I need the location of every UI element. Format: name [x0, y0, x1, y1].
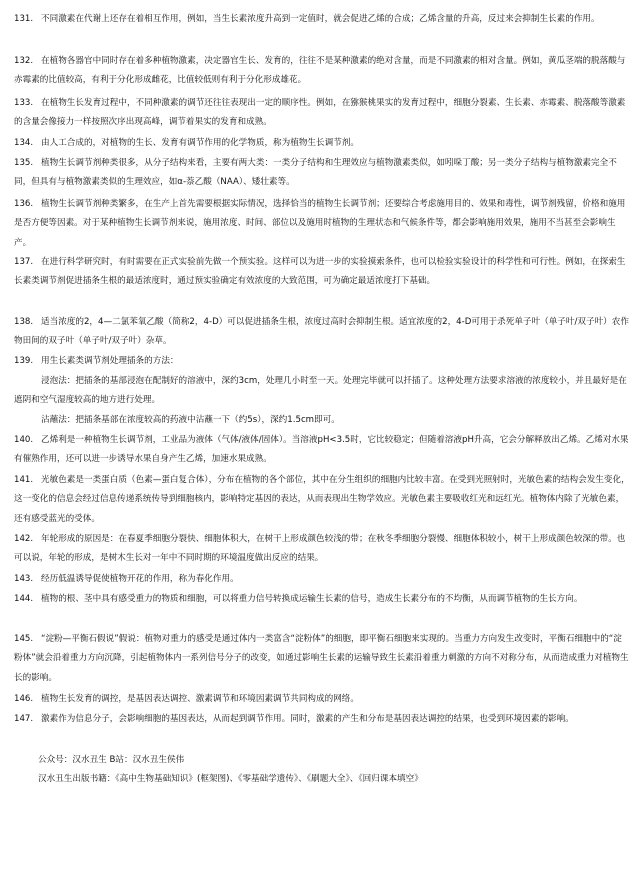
item-132 [14, 52, 630, 91]
item-134 [14, 134, 630, 153]
item-text: 在植物生长发育过程中，不同种激素的调节还往往表现出一定的顺序性。例如，在猕猴桃果实的发育过程中，细胞分裂素、生长素、赤霉素、脱落酸等激素的含量会像接力一样按照次序出现高峰，调节着果实的发育和成熟。 [14, 98, 626, 128]
item-text: “淀粉—平衡石假说”假说：植物对重力的感受是通过体内一类富含“淀粉体”的细胞，即平衡石细胞来实现的。当重力方向发生改变时，平衡石细胞中的“淀粉体”就会沿着重力方向沉降，引起植物体内一系列信号分子的改变，如通过影响生长素的运输导致生长素沿着重力刺激的方向不对称分布，从而造成重力对植物生长的影响。 [14, 634, 629, 683]
item-text: 沾蘸法：把插条基部在浓度较高的药液中沾蘸一下（约5s），深约1.5cm即可。 [41, 415, 340, 425]
item-number: 143. [14, 574, 34, 584]
item-143 [14, 570, 630, 589]
item-141 [14, 471, 630, 529]
item-number: 144. [14, 594, 34, 604]
item-142 [14, 530, 630, 569]
item-number: 131. [14, 14, 34, 24]
item-number: 142. [14, 534, 34, 544]
item-139 [14, 352, 630, 371]
item-text: 浸泡法：把插条的基部浸泡在配制好的溶液中，深约3cm，处理几小时至一天。处理完毕就可以扦插了。这种处理方法要求溶液的浓度较小，并且最好是在遮阴和空气湿度较高的地方进行处理。 [14, 376, 627, 406]
item-147 [14, 710, 630, 729]
item-139-soak [14, 372, 630, 411]
item-number: 138. [14, 317, 34, 327]
item-text: 适当浓度的2，4—二氯苯氧乙酸（简称2，4-D）可以促进插条生根，浓度过高时会抑制生根。适宜浓度的2，4-D可用于杀死单子叶（单子叶/双子叶）农作物田间的双子叶（单子叶/双子叶）杂草。 [14, 317, 629, 347]
item-text: 在植物各器官中同时存在着多种植物激素，决定器官生长、发育的，往往不是某种激素的绝对含量，而是不同激素的相对含量。例如，黄瓜茎端的脱落酸与赤霉素的比值较高，有利于分化形成雌花，比值较低则有利于分化形成雄花。 [14, 56, 626, 86]
item-text: 在进行科学研究时，有时需要在正式实验前先做一个预实验。这样可以为进一步的实验摸索条件，也可以检验实验设计的科学性和可行性。例如，在探索生长素类调节剂促进插条生根的最适浓度时，通过预实验确定有效浓度的大致范围，可为确定最适浓度打下基础。 [14, 257, 626, 287]
item-138 [14, 313, 630, 352]
item-number: 133. [14, 98, 34, 108]
item-131 [14, 10, 630, 29]
item-text: 用生长素类调节剂处理插条的方法： [41, 356, 179, 366]
item-133 [14, 94, 630, 133]
item-number: 137. [14, 257, 34, 267]
item-137 [14, 253, 630, 292]
item-text: 年轮形成的原因是：在春夏季细胞分裂快、细胞体积大，在树干上形成颜色较浅的带；在秋冬季细胞分裂慢、细胞体积较小，树干上形成颜色较深的带。也可以说，年轮的形成，是树木生长对一年中不同时期的环境温度做出反应的结果。 [14, 534, 626, 564]
item-text: 由人工合成的，对植物的生长、发育有调节作用的化学物质，称为植物生长调节剂。 [41, 138, 359, 148]
item-text: 光敏色素是一类蛋白质（色素—蛋白复合体），分布在植物的各个部位，其中在分生组织的细胞内比较丰富。在受到光照射时，光敏色素的结构会发生变化，这一变化的信息会经过信息传递系统传导到细胞核内，影响特定基因的表达，从而表现出生物学效应。光敏色素主要吸收红光和远红光。植物体内除了光敏色素，还有感受蓝光的受体。 [14, 475, 630, 524]
item-text: 植物生长发育的调控，是基因表达调控、激素调节和环境因素调节共同构成的网络。 [41, 694, 359, 704]
item-number: 134. [14, 138, 34, 148]
footer-books: 汉水丑生出版书籍：《高中生物基础知识》(框架图)、《零基础学遗传》、《刷题大全》、《回归课本填空》 [38, 774, 423, 784]
item-text: 经历低温诱导促使植物开花的作用，称为春化作用。 [41, 574, 239, 584]
item-number: 132. [14, 56, 34, 66]
item-number: 141. [14, 475, 34, 485]
item-number: 139. [14, 356, 34, 366]
item-number: 147. [14, 714, 34, 724]
item-number: 136. [14, 199, 34, 209]
item-135 [14, 154, 630, 193]
item-number: 140. [14, 435, 34, 445]
item-text: 植物的根、茎中具有感受重力的物质和细胞，可以将重力信号转换成运输生长素的信号，造成生长素分布的不均衡，从而调节植物的生长方向。 [41, 594, 583, 604]
item-136 [14, 195, 630, 253]
footer-contact: 公众号：汉水丑生 B站：汉水丑生侯伟 [38, 755, 185, 765]
item-144 [14, 590, 630, 609]
item-text: 植物生长调节剂种类很多，从分子结构来看，主要有两大类：一类分子结构和生理效应与植物激素类似，如吲哚丁酸；另一类分子结构与植物激素完全不同，但具有与植物激素类似的生理效应，如α-萘乙酸（NAA）、矮壮素等。 [14, 158, 617, 188]
item-140 [14, 431, 630, 470]
item-number: 145. [14, 634, 34, 644]
item-text: 不同激素在代谢上还存在着相互作用，例如，当生长素浓度升高到一定值时，就会促进乙烯的合成；乙烯含量的升高，反过来会抑制生长素的作用。 [41, 14, 600, 24]
item-text: 乙烯利是一种植物生长调节剂，工业品为液体（气体/液体/固体）。当溶液pH<3.5时，它比较稳定；但随着溶液pH升高，它会分解释放出乙烯。乙烯对水果有催熟作用，还可以进一步诱导水果自身产生乙烯，加速水果成熟。 [14, 435, 629, 465]
item-text: 植物生长调节剂种类繁多，在生产上首先需要根据实际情况，选择恰当的植物生长调节剂；还要综合考虑施用目的、效果和毒性，调节剂残留，价格和施用是否方便等因素。对于某种植物生长调节剂来说，施用浓度、时间、部位以及施用时植物的生理状态和气候条件等，都会影响施用效果，施用不当甚至会影响生产。 [14, 199, 626, 248]
item-number: 135. [14, 158, 34, 168]
item-number: 146. [14, 694, 34, 704]
item-139-dip [14, 411, 630, 430]
item-146 [14, 690, 630, 709]
item-text: 激素作为信息分子，会影响细胞的基因表达，从而起到调节作用。同时，激素的产生和分布是基因表达调控的结果，也受到环境因素的影响。 [41, 714, 574, 724]
item-145 [14, 630, 630, 688]
